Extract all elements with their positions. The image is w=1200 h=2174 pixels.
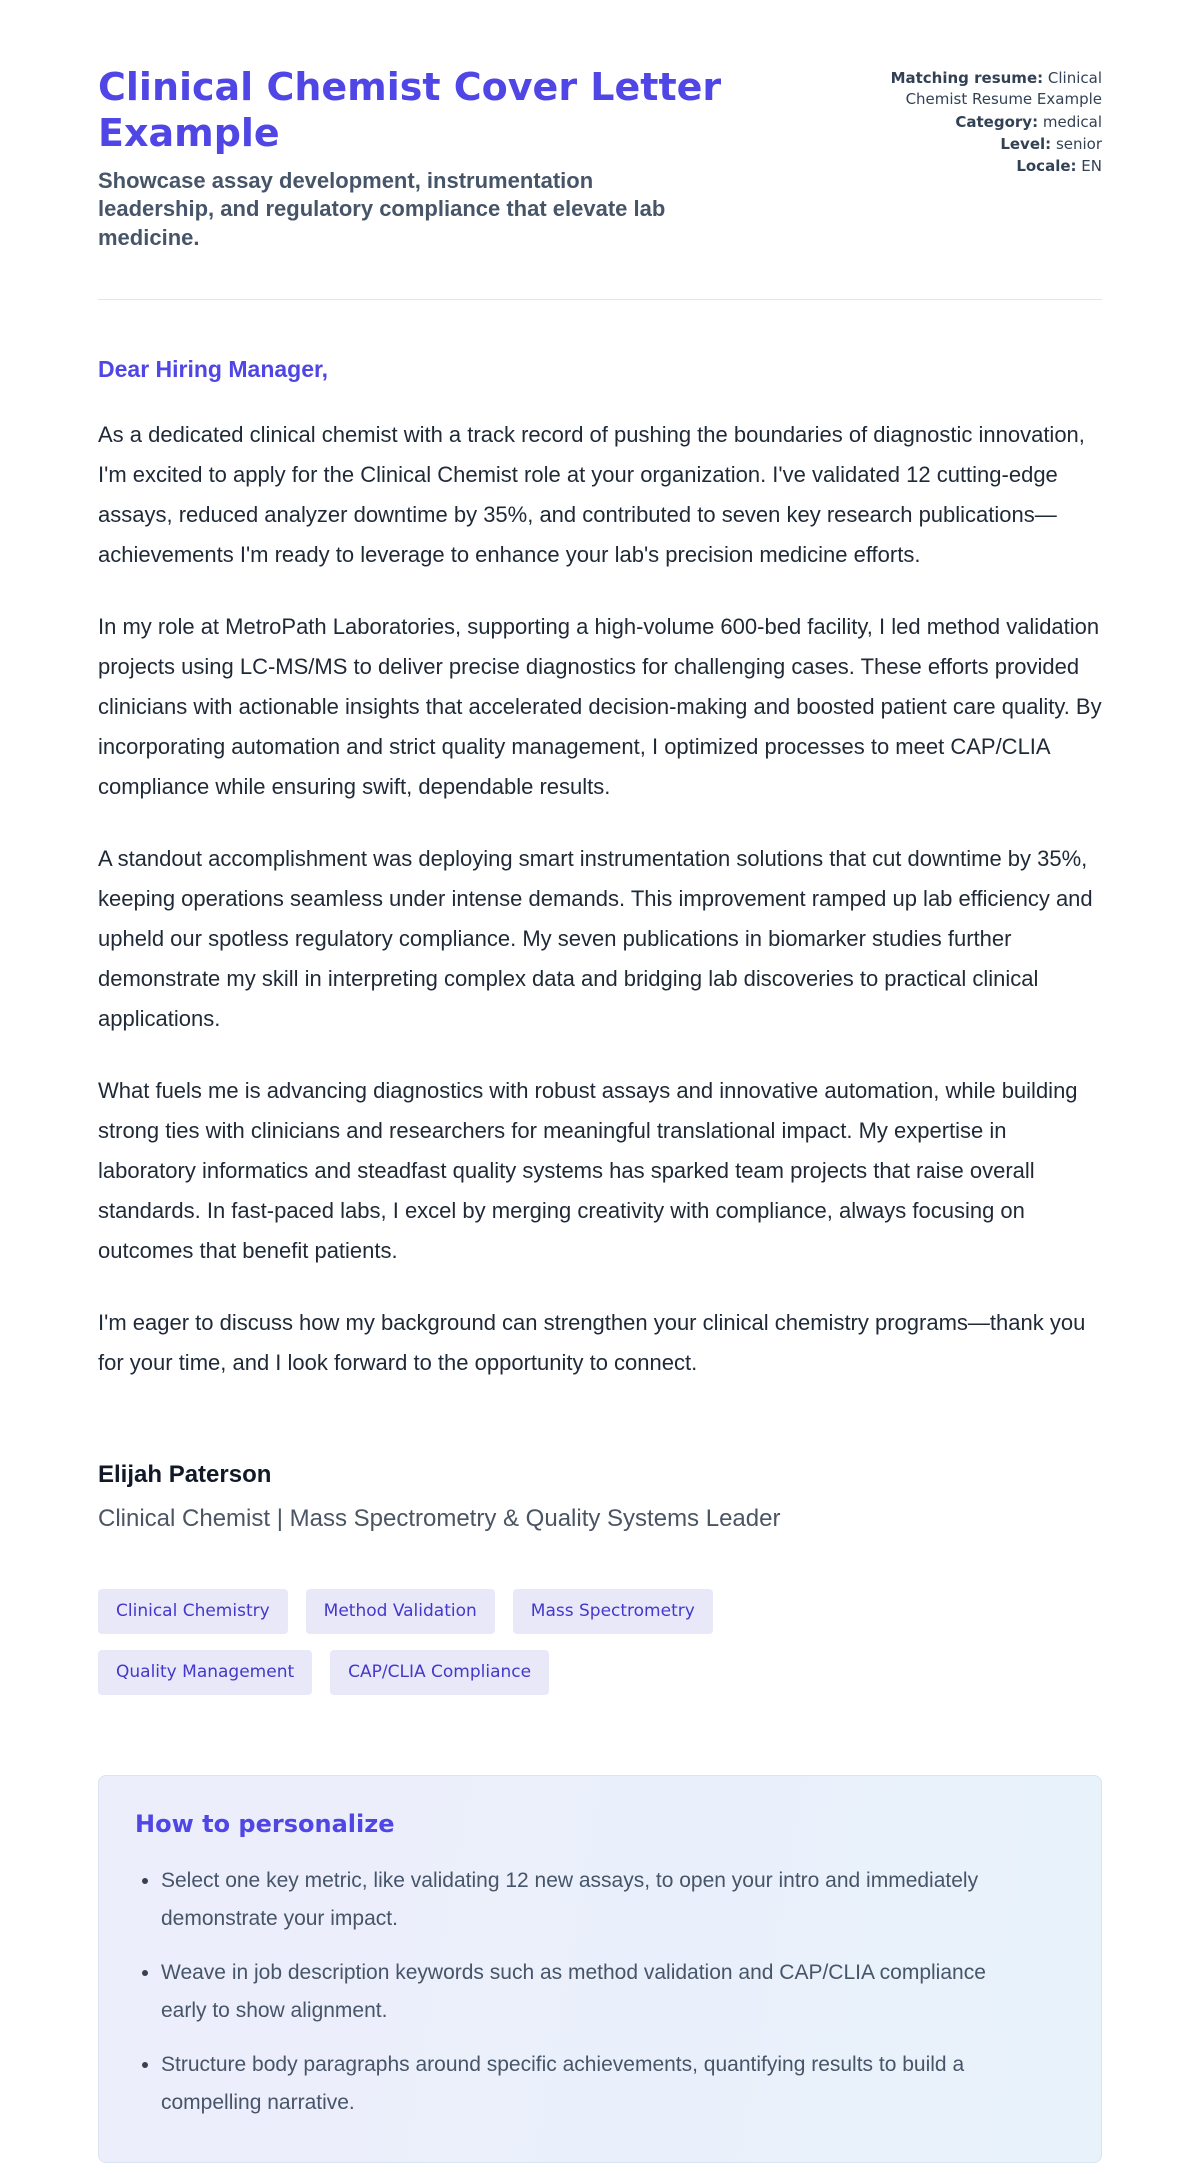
meta-row (852, 112, 1102, 133)
meta-label: Matching resume: (890, 69, 1044, 87)
skill-tag-chip[interactable]: Mass Spectrometry (513, 1589, 713, 1634)
skill-tag-chip[interactable]: Method Validation (306, 1589, 495, 1634)
resume-meta-block (852, 64, 1102, 178)
header-title-block (98, 64, 818, 253)
skill-tag-chip[interactable]: Quality Management (98, 1650, 312, 1695)
meta-label: Level: (1000, 134, 1052, 153)
letter-paragraph: What fuels me is advancing diagnostics with robust assays and innovative automation, while building strong ties with clinicians and researchers for meaningful translational impact. My expertise in laboratory informatics and steadfast quality systems has sparked team projects that raise overall standards. In fast-paced labs, I excel by merging creativity with compliance, always focusing on outcomes that benefit patients. (98, 1077, 1078, 1263)
skill-tags (98, 1589, 938, 1695)
personalize-callout (98, 1775, 1102, 2163)
page-content (98, 0, 1102, 2163)
personalize-tips-list (135, 1862, 1065, 2122)
header-divider (98, 299, 1102, 300)
signature-role: Clinical Chemist | Mass Spectrometry & Quality Systems Leader (98, 1504, 781, 1532)
signature-block (98, 1461, 1102, 1533)
meta-label: Locale: (1016, 157, 1077, 176)
page-title: Clinical Chemist Cover Letter Example (98, 65, 722, 156)
meta-row (852, 156, 1102, 177)
meta-row (852, 134, 1102, 155)
skill-tag-chip[interactable]: CAP/CLIA Compliance (330, 1650, 549, 1695)
personalize-tip: • Structure body paragraphs around specific achievements, quantifying results to build a compelling narrative. (161, 2046, 1021, 2122)
letter-salutation: Dear Hiring Manager, (98, 355, 329, 382)
meta-value: medical (1042, 112, 1102, 131)
meta-label: Category: (955, 112, 1039, 131)
letter-paragraph: As a dedicated clinical chemist with a track record of pushing the boundaries of diagnostic innovation, I'm excited to apply for the Clinical Chemist role at your organization. I've validated 12 cutting-edge assays, reduced analyzer downtime by 35%, and contributed to seven key research publications—achievements I'm ready to leverage to enhance your lab's precision medicine efforts. (98, 421, 1085, 567)
signature-name: Elijah Paterson (98, 1460, 272, 1488)
letter-paragraph: A standout accomplishment was deploying smart instrumentation solutions that cut downtime by 35%, keeping operations seamless under intense demands. This improvement ramped up lab efficiency and upheld our spotless regulatory compliance. My seven publications in biomarker studies further demonstrate my skill in interpreting complex data and bridging lab discoveries to practical clinical applications. (98, 845, 1093, 1031)
meta-value: EN (1081, 157, 1102, 176)
document-header (98, 64, 1102, 253)
page-subtitle: Showcase assay development, instrumentation leadership, and regulatory compliance that elevate lab medicine. (98, 167, 666, 250)
meta-value: Clinical Chemist Resume Example (905, 69, 1102, 109)
skill-tag-chip[interactable]: Clinical Chemistry (98, 1589, 288, 1634)
letter-paragraph: I'm eager to discuss how my background can strengthen your clinical chemistry programs—thank you for your time, and I look forward to the opportunity to connect. (98, 1309, 1086, 1375)
letter-body (98, 415, 1102, 1383)
letter-paragraph: In my role at MetroPath Laboratories, supporting a high-volume 600-bed facility, I led method validation projects using LC-MS/MS to deliver precise diagnostics for challenging cases. These efforts provided clinicians with actionable insights that accelerated decision-making and boosted patient care quality. By incorporating automation and strict quality management, I optimized processes to meet CAP/CLIA compliance while ensuring swift, dependable results. (98, 613, 1102, 799)
meta-value: senior (1055, 134, 1102, 153)
personalize-tip: • Weave in job description keywords such as method validation and CAP/CLIA compliance early to show alignment. (161, 1954, 1021, 2030)
meta-row (852, 68, 1102, 111)
personalize-tip: • Select one key metric, like validating 12 new assays, to open your intro and immediately demonstrate your impact. (161, 1862, 1021, 1938)
personalize-title: How to personalize (135, 1809, 395, 1838)
